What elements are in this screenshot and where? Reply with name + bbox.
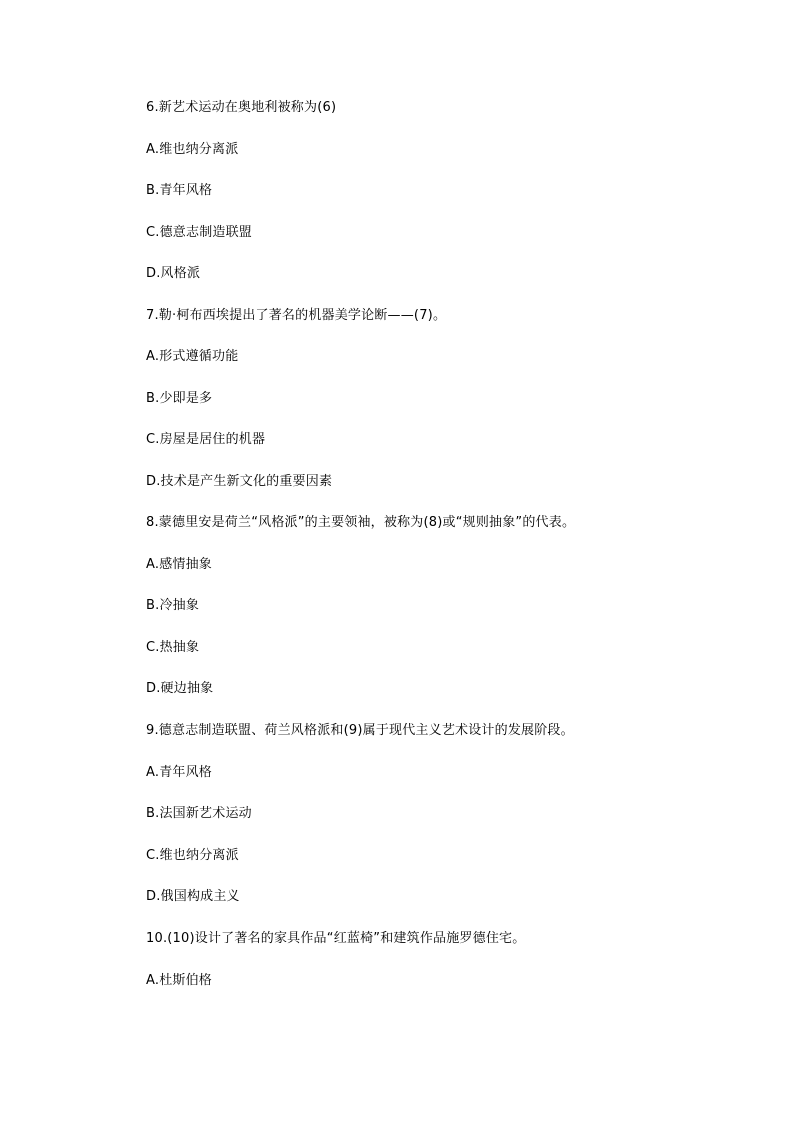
question-6-option-b: B.青年风格	[146, 183, 213, 198]
question-7-option-c: C.房屋是居住的机器	[146, 432, 266, 447]
question-6-stem: 6.新艺术运动在奥地利被称为(6)	[146, 100, 337, 115]
question-9-option-c: C.维也纳分离派	[146, 848, 239, 863]
question-9-option-b: B.法国新艺术运动	[146, 806, 252, 821]
question-9-option-a: A.青年风格	[146, 765, 212, 780]
question-6-option-c: C.德意志制造联盟	[146, 225, 253, 240]
question-10-stem: 10.(10)设计了著名的家具作品“红蓝椅”和建筑作品施罗德住宅。	[146, 931, 526, 946]
question-7-stem: 7.勒·柯布西埃提出了著名的机器美学论断——(7)。	[146, 308, 447, 323]
question-8-option-c: C.热抽象	[146, 640, 200, 655]
question-8-option-b: B.冷抽象	[146, 598, 200, 613]
question-6-option-a: A.维也纳分离派	[146, 142, 239, 157]
question-10-option-a: A.杜斯伯格	[146, 973, 212, 988]
question-7-option-d: D.技术是产生新文化的重要因素	[146, 474, 333, 489]
question-8-option-d: D.硬边抽象	[146, 681, 214, 696]
question-8-option-a: A.感情抽象	[146, 557, 212, 572]
question-9-stem: 9.德意志制造联盟、荷兰风格派和(9)属于现代主义艺术设计的发展阶段。	[146, 723, 574, 738]
question-8-stem: 8.蒙德里安是荷兰“风格派”的主要领袖，被称为(8)或“规则抽象”的代表。	[146, 515, 576, 530]
question-7-option-b: B.少即是多	[146, 391, 213, 406]
question-9-option-d: D.俄国构成主义	[146, 889, 240, 904]
question-7-option-a: A.形式遵循功能	[146, 349, 239, 364]
question-6-option-d: D.风格派	[146, 266, 201, 281]
